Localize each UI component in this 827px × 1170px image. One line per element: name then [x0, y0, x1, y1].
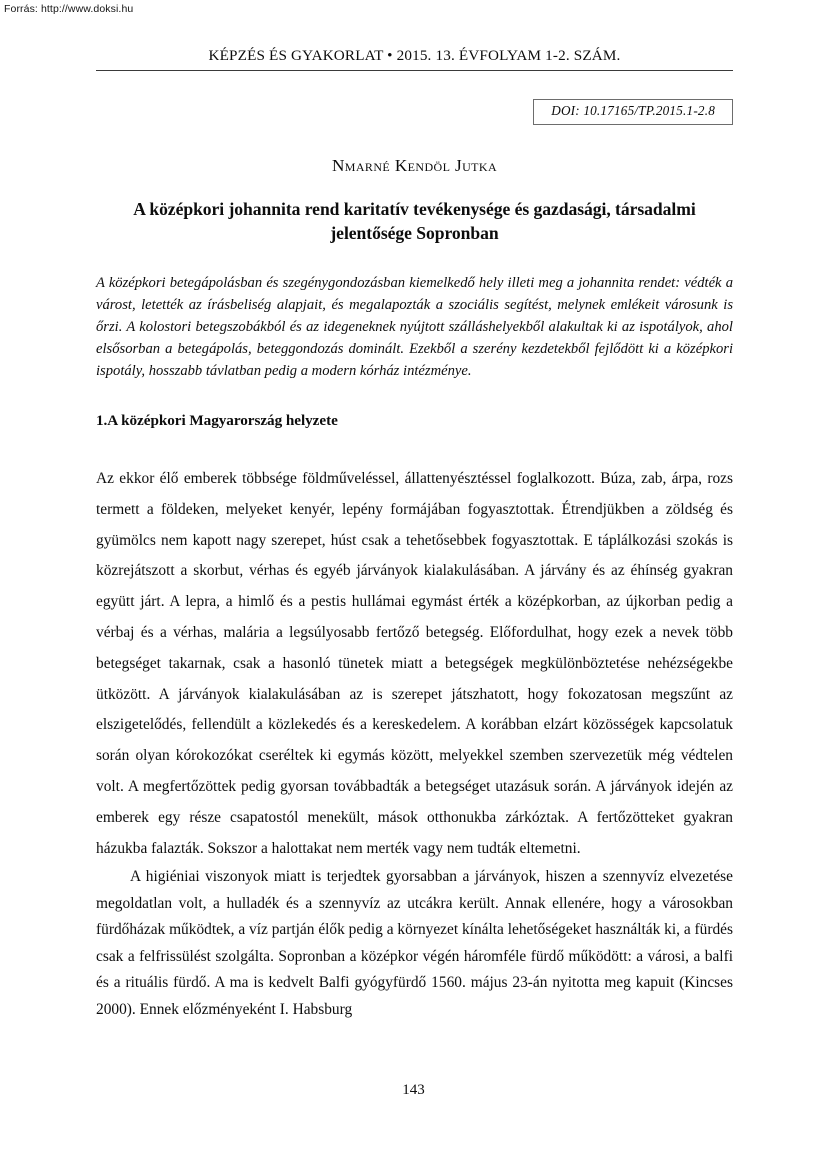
running-head: KÉPZÉS ÉS GYAKORLAT • 2015. 13. ÉVFOLYAM 1-2. SZÁM. — [208, 47, 621, 64]
doi-badge: DOI: 10.17165/TP.2015.1-2.8 — [533, 99, 733, 125]
page-content-column — [96, 0, 733, 1170]
source-watermark: Forrás: http://www.doksi.hu — [4, 3, 134, 15]
article-abstract: A középkori betegápolásban és szegénygondozásban kiemelkedő hely illeti meg a johannita rendet: védték a várost, letették az írásbeliség alapjait, és megalapozták a szociális segítést, melynek emlékeit városunk is őrzi. A kolostori betegszobákból és az idegeneknek nyújtott szálláshelyekből alakultak ki az ispotályok, ahol elsősorban a betegápolás, beteggondozás dominált. Ezekből a szerény kezdetekből fejlődött ki a középkori ispotály, hosszabb távlatban pedig a modern kórház intézménye. — [96, 275, 733, 380]
body-paragraph: Az ekkor élő emberek többsége földműveléssel, állattenyésztéssel foglalkozott. Búza, zab, árpa, rozs termett a földeken, melyeket kenyér, lepény formájában fogyasztottak. Étrendjükben a zöldség és gyümölcs nem kapott nagy szerepet, húst csak a tehetősebbek fogyasztottak. E táplálkozási szokás is közrejátszott a skorbut, vérhas és egyéb járványok kialakulásában. A járvány és az éhínség gyakran együtt járt. A lepra, a himlő és a pestis hullámai egymást érték a középkorban, az újkorban pedig a vérbaj és a vérhas, malária a legsúlyosabb fertőző betegség. Előfordulhat, hogy ezek a nevek több betegséget takarnak, csak a hasonló tünetek miatt a betegségek megkülönböztetése nehézségekbe ütközött. A járványok kialakulásában az is szerepet játszhatott, hogy fokozatosan megszűnt az elszigetelődés, fellendült a közlekedés és a kereskedelem. A korábban elzárt közösségek kapcsolatuk során olyan kórokozókat cseréltek ki egymás között, melyekkel szemben szervezetük még védtelen volt. A megfertőzöttek pedig gyorsan továbbadták a betegséget utazásuk során. A járványok idején az emberek egy része csapatostól menekült, mások otthonukba zárkóztak. A fertőzötteket gyakran házukba falazták. Sokszor a halottakat nem merték vagy nem tudták eltemetni. — [96, 469, 733, 857]
section-heading-1: 1.A középkori Magyarország helyzete — [96, 411, 338, 429]
body-paragraph: A higiéniai viszonyok miatt is terjedtek gyorsabban a járványok, hiszen a szennyvíz elvezetése megoldatlan volt, a hulladék és a szennyvíz az utcákra került. Annak ellenére, hogy a városokban fürdőházak működtek, a víz partján élők pedig a környezet kínálta lehetőségeket használták ki, a fürdés csak a felfrissülést szolgálta. Sopronban a középkor végén háromféle fürdő működött: a városi, a balfi és a rituális fürdő. A ma is kedvelt Balfi gyógyfürdő 1560. május 23-án nyitotta meg kapuit (Kincses 2000). Ennek előzményeként I. Habsburg — [96, 868, 733, 1018]
article-author: Nmarné Kendöl Jutka — [331, 155, 498, 175]
page-number: 143 — [402, 1082, 425, 1098]
header-rule — [96, 70, 733, 71]
doi-row — [96, 99, 733, 125]
article-body — [96, 464, 733, 1023]
article-title: A középkori johannita rend karitatív tevékenysége és gazdasági, társadalmi jelentősége Sopronban — [133, 198, 696, 244]
